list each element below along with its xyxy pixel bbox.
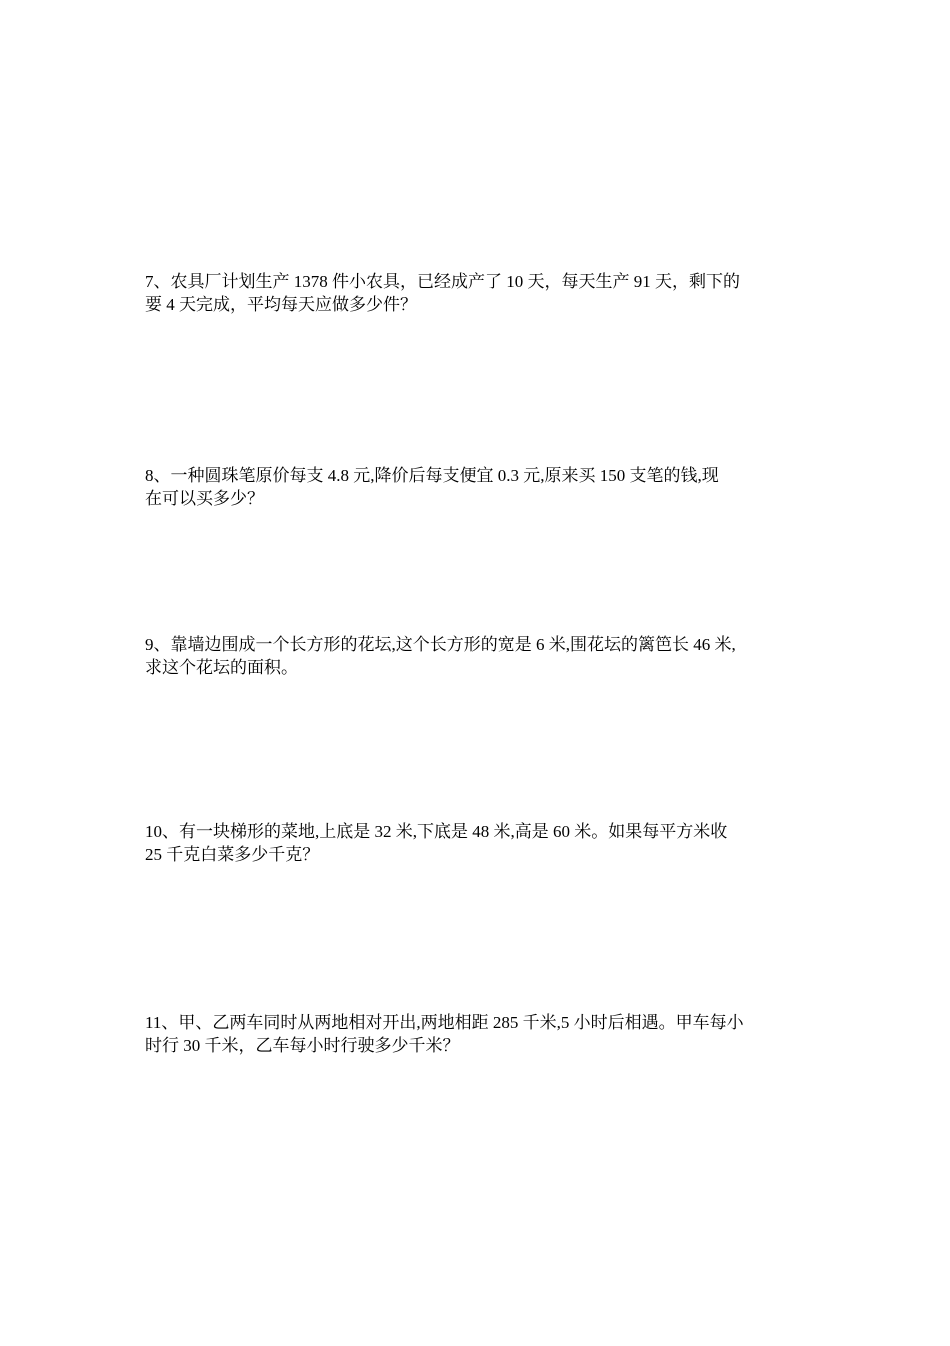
problem-8-line-2: 在可以买多少？ xyxy=(145,489,264,508)
word-problem-9 xyxy=(145,633,825,679)
word-problem-11 xyxy=(145,1011,825,1057)
problem-10-line-1: 10、有一块梯形的菜地,上底是 32 米,下底是 48 米,高是 60 米。如果每平方米收 xyxy=(145,822,728,841)
word-problem-10 xyxy=(145,820,825,866)
problem-10-line-2: 25 千克白菜多少千克？ xyxy=(145,845,320,864)
problem-8-line-1: 8、一种圆珠笔原价每支 4.8 元,降价后每支便宜 0.3 元,原来买 150 支笔的钱,现 xyxy=(145,466,719,485)
problem-9-line-2: 求这个花坛的面积。 xyxy=(145,658,298,677)
word-problem-7 xyxy=(145,270,825,316)
problem-7-line-1: 7、农具厂计划生产 1378 件小农具，已经成产了 10 天，每天生产 91 天，剩下的 xyxy=(145,272,740,291)
problem-11-line-1: 11、甲、乙两车同时从两地相对开出,两地相距 285 千米,5 小时后相遇。甲车每小 xyxy=(145,1013,744,1032)
problem-7-line-2: 要 4 天完成，平均每天应做多少件？ xyxy=(145,295,417,314)
problem-9-line-1: 9、靠墙边围成一个长方形的花坛,这个长方形的宽是 6 米,围花坛的篱笆长 46 米, xyxy=(145,635,736,654)
problem-11-line-2: 时行 30 千米，乙车每小时行驶多少千米？ xyxy=(145,1036,460,1055)
word-problem-8 xyxy=(145,464,825,510)
